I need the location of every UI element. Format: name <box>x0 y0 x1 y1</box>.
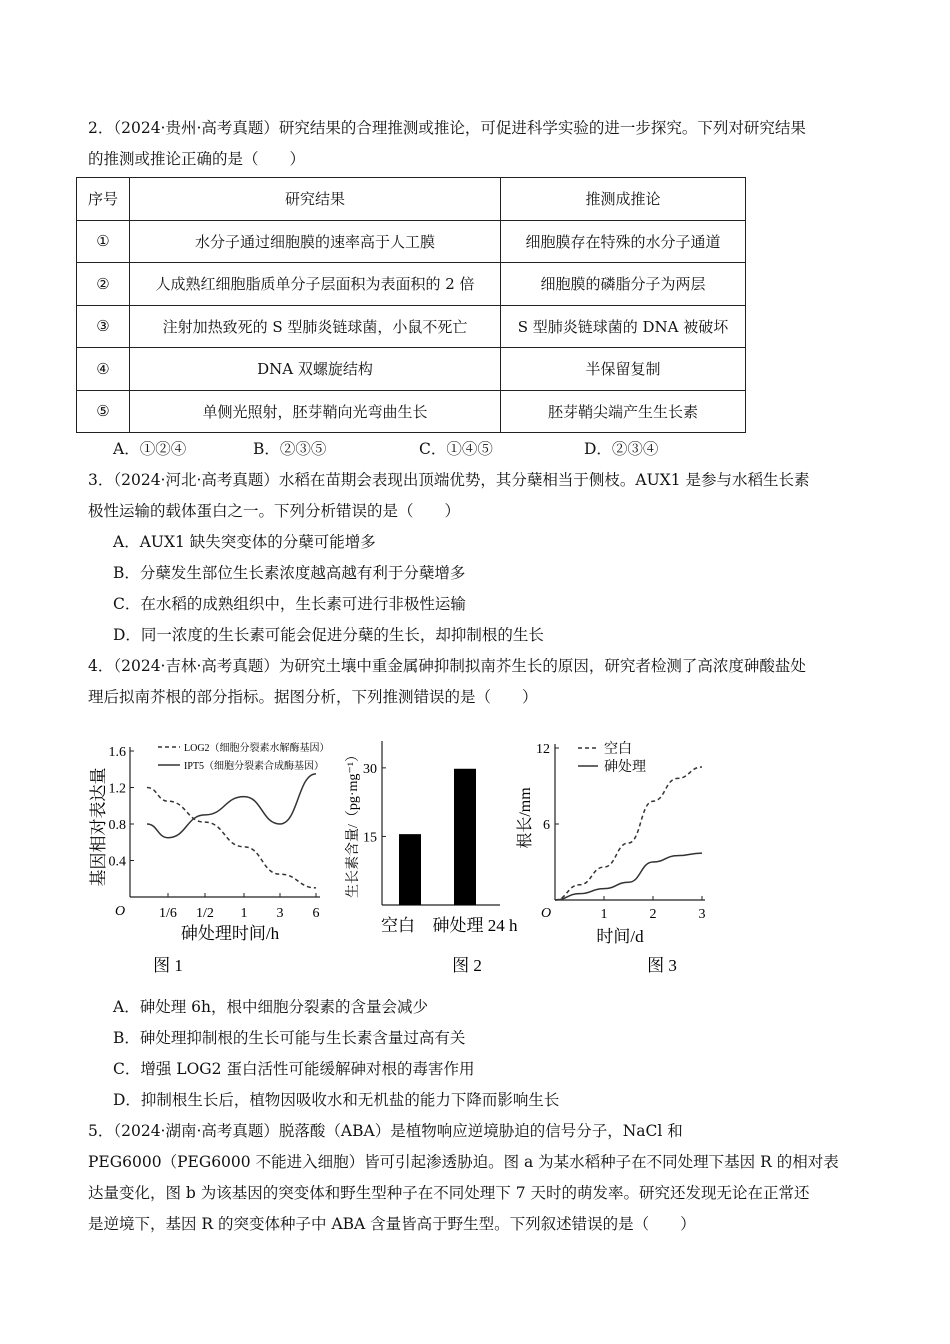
y-tick-label: 0.4 <box>108 854 126 870</box>
figure-caption: 图 2 <box>452 956 482 975</box>
legend-label: IPT5（细胞分裂素合成酶基因） <box>184 761 324 772</box>
y-tick-label: 30 <box>363 761 377 777</box>
q5-stem-line3: 达量变化，图 b 为该基因的突变体和野生型种子在不同处理下 7 天时的萌发率。研究还发现无论在正常还 <box>88 1184 810 1202</box>
table-cell: DNA 双螺旋结构 <box>130 348 501 391</box>
table-cell: 半保留复制 <box>501 348 746 391</box>
q2-option-c[interactable]: C．①④⑤ <box>419 440 493 458</box>
q4-option-d[interactable]: D．抑制根生长后，植物因吸收水和无机盐的能力下降而影响生长 <box>113 1091 560 1109</box>
x-axis-label: 时间/d <box>596 927 644 946</box>
y-tick-label: 0.8 <box>108 818 126 833</box>
q5-stem-line1: 5．（2024·湖南·高考真题）脱落酸（ABA）是植物响应逆境胁迫的信号分子，NaCl 和 <box>88 1122 683 1140</box>
y-tick-label: 1.6 <box>108 745 126 760</box>
q3-option-c[interactable]: C．在水稻的成熟组织中，生长素可进行非极性运输 <box>113 595 466 613</box>
x-tick-label: 6 <box>312 906 320 921</box>
table-cell: 细胞膜的磷脂分子为两层 <box>501 263 746 306</box>
table-cell: ② <box>77 263 130 306</box>
table-header-row <box>77 178 746 221</box>
category-label: 空白 <box>381 916 415 935</box>
origin-label: O <box>114 904 126 919</box>
table-row <box>77 390 746 433</box>
x-tick-label: 1/2 <box>196 906 214 921</box>
table-cell: ⑤ <box>77 390 130 433</box>
x-tick-label: 1 <box>240 906 248 921</box>
q4-option-a[interactable]: A．砷处理 6h，根中细胞分裂素的含量会减少 <box>113 998 428 1016</box>
q3-option-d[interactable]: D．同一浓度的生长素可能会促进分蘖的生长，却抑制根的生长 <box>113 626 544 644</box>
table-row <box>77 263 746 306</box>
figure-1 <box>89 741 330 975</box>
y-tick-label: 6 <box>543 818 550 833</box>
x-axis-label: 砷处理时间/h <box>180 924 280 943</box>
series-line <box>147 774 316 838</box>
q3-option-a[interactable]: A．AUX1 缺失突变体的分蘖可能增多 <box>113 533 376 551</box>
y-axis-label: 基因相对表达量 <box>89 767 108 887</box>
series-line <box>555 853 702 900</box>
table-cell: ③ <box>77 305 130 348</box>
legend-label: 空白 <box>604 742 632 757</box>
table-cell: 单侧光照射，胚芽鞘向光弯曲生长 <box>130 390 501 433</box>
q4-option-c[interactable]: C．增强 LOG2 蛋白活性可能缓解砷对根的毒害作用 <box>113 1060 475 1078</box>
x-tick-label: 2 <box>649 907 657 922</box>
table-cell: 人成熟红细胞脂质单分子层面积为表面积的 2 倍 <box>130 263 501 306</box>
q3-stem-line1: 3．（2024·河北·高考真题）水稻在苗期会表现出顶端优势，其分蘖相当于侧枝。AUX1 是参与水稻生长素 <box>88 471 810 489</box>
table-header-cell: 序号 <box>77 178 130 221</box>
table-header-cell: 研究结果 <box>130 178 501 221</box>
figure-caption: 图 1 <box>153 956 183 975</box>
q2-option-d[interactable]: D．②③④ <box>584 440 659 458</box>
table-cell: ④ <box>77 348 130 391</box>
table-row <box>77 220 746 263</box>
x-tick-label: 3 <box>698 907 706 922</box>
table-row <box>77 348 746 391</box>
x-tick-label: 3 <box>276 906 284 921</box>
bar <box>454 769 476 905</box>
y-tick-label: 1.2 <box>108 781 126 797</box>
legend-label: LOG2（细胞分裂素水解酶基因） <box>184 743 330 754</box>
x-tick-label: 1 <box>600 907 608 922</box>
table-cell: ① <box>77 220 130 263</box>
q4-figures <box>0 725 950 985</box>
series-line <box>555 767 702 900</box>
q2-stem-line2: 的推测或推论正确的是（ ） <box>88 150 306 168</box>
y-tick-label: 12 <box>536 742 550 757</box>
q4-stem-line1: 4．（2024·吉林·高考真题）为研究土壤中重金属砷抑制拟南芥生长的原因，研究者检测了高浓度砷酸盐处 <box>88 657 806 675</box>
legend-label: 砷处理 <box>604 760 646 775</box>
q2-results-table <box>76 177 746 433</box>
table-cell: 水分子通过细胞膜的速率高于人工膜 <box>130 220 501 263</box>
table-cell: 注射加热致死的 S 型肺炎链球菌，小鼠不死亡 <box>130 305 501 348</box>
y-axis-label: 生长素含量/（pg·mg⁻¹） <box>346 747 361 899</box>
q2-stem-line1: 2．（2024·贵州·高考真题）研究结果的合理推测或推论，可促进科学实验的进一步探究。下列对研究结果 <box>88 119 806 137</box>
q5-stem-line2: PEG6000（PEG6000 不能进入细胞）皆可引起渗透胁迫。图 a 为某水稻种子在不同处理下基因 R 的相对表 <box>88 1153 839 1171</box>
bar <box>399 834 421 905</box>
figure-2 <box>344 741 518 975</box>
y-axis-label: 根长/mm <box>517 787 534 849</box>
figure-caption: 图 3 <box>647 956 677 975</box>
q2-option-b[interactable]: B．②③⑤ <box>253 440 327 458</box>
figure-3 <box>516 740 706 975</box>
q4-stem-line2: 理后拟南芥根的部分指标。据图分析，下列推测错误的是（ ） <box>88 688 538 706</box>
table-cell: S 型肺炎链球菌的 DNA 被破坏 <box>501 305 746 348</box>
table-header-cell: 推测成推论 <box>501 178 746 221</box>
x-tick-label: 1/6 <box>159 906 177 921</box>
table-row <box>77 305 746 348</box>
table-cell: 细胞膜存在特殊的水分子通道 <box>501 220 746 263</box>
q3-option-b[interactable]: B．分蘖发生部位生长素浓度越高越有利于分蘖增多 <box>113 564 466 582</box>
category-label: 砷处理 24 h <box>432 916 518 935</box>
q2-option-a[interactable]: A．①②④ <box>113 440 187 458</box>
q5-stem-line4: 是逆境下，基因 R 的突变体种子中 ABA 含量皆高于野生型。下列叙述错误的是（ ） <box>88 1215 696 1233</box>
origin-label: O <box>540 906 552 921</box>
table-cell: 胚芽鞘尖端产生生长素 <box>501 390 746 433</box>
q4-option-b[interactable]: B．砷处理抑制根的生长可能与生长素含量过高有关 <box>113 1029 466 1047</box>
y-tick-label: 15 <box>363 830 377 846</box>
q3-stem-line2: 极性运输的载体蛋白之一。下列分析错误的是（ ） <box>88 502 461 520</box>
